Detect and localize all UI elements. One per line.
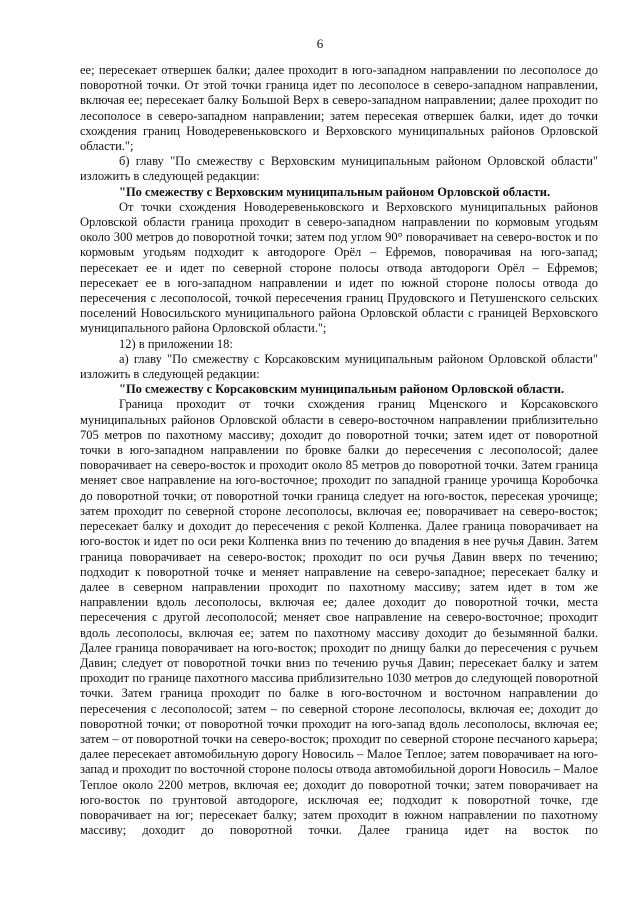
- paragraph: ее; пересекает отвершек балки; далее проходит в юго-западном направлении по лесополосе до поворотной точки. От этой точки граница идет по лесополосе в северо-западном направлении, включая ее; пересекает балку Большой Верх в северо-западном направлении; далее проходит по лесополосе в северо-западном направлении; затем пересекая отвершек балки, идет до точки схождения границ Новодеревеньковского и Верховского муниципальных районов Орловской области.";: [80, 63, 598, 154]
- page-number: 6: [316, 36, 324, 51]
- section-heading: "По смежеству с Корсаковским муниципальным районом Орловской области.: [119, 382, 565, 397]
- paragraph: а) главу "По смежеству с Корсаковским муниципальным районом Орловской области" изложить в следующей редакции:: [80, 351, 598, 382]
- paragraph: От точки схождения Новодеревеньковского и Верховского муниципальных районов Орловской области граница проходит в северо-западном направлении по кормовым угодьям около 300 метров до поворотной точки; затем под углом 90° поворачивает на северо-восток и по кормовым угодьям подходит к автодороге Орёл – Ефремов, поворачивая на юго-запад; пересекает ее и идет по северной стороне полосы отвода автодороги Орёл – Ефремов; пересекает ее в юго-западном направлении и идет по южной стороне полосы отвода до пересечения с лесополосой, точкой пересечения границ Прудовского и Петушенского сельских поселений Новосильского муниципального района Орловской области с границей Верховского муниципального района Орловской области.";: [80, 199, 598, 336]
- document-body: [80, 63, 598, 838]
- paragraph: Граница проходит от точки схождения границ Мценского и Корсаковского муниципальных районов Орловской области в северо-восточном направлении приблизительно 705 метров по пахотному массиву; доходит до поворотной точки; затем идет от поворотной точки в юго-западном направлении по бровке балки до пересечения с лесополосой; далее поворачивает на северо-восток и проходит около 85 метров до поворотной точки. Затем граница меняет свое направление на юго-восточное; проходит по западной границе урочища Коробочка до поворотной точки; от поворотной точки граница следует на юго-восток, пересекая урочище; затем проходит по северной стороне лесополосы, включая ее; поворачивает на северо-восток; пересекает балку и доходит до пересечения с рекой Колпенка. Далее граница поворачивает на юго-восток и идет по оси реки Колпенка вниз по течению до впадения в нее ручья Давин. Затем граница поворачивает на северо-восток; проходит по оси ручья Давин вверх по течению; подходит к поворотной точке и меняет направление на северо-западное; пересекает балку и далее в северном направлении проходит по пахотному массиву; затем идет в том же направлении вдоль лесополосы, включая ее; далее доходит до поворотной точки, места пересечения с другой лесополосой; меняет свое направление на северо-восточное; проходит вдоль лесополосы, включая ее; затем по пахотному массиву доходит до безымянной балки. Далее граница поворачивает на юго-восток; проходит по днищу балки до пересечения с ручьем Давин; следует от поворотной точки вниз по течению ручья Давин; пересекает балку и затем проходит по границе пахотного массива приблизительно 1030 метров до следующей поворотной точки. Затем граница проходит по балке в юго-восточном и восточном направлении до пересечения с лесополосой; затем – по северной стороне лесополосы, включая ее; доходит до поворотной точки; от поворотной точки проходит на юго-запад вдоль лесополосы, включая ее; затем – от поворотной точки на северо-восток; проходит по северной стороне песчаного карьера; далее пересекает автомобильную дорогу Новосиль – Малое Теплое; затем поворачивает на юго-запад и проходит по восточной стороне полосы отвода автомобильной дороги Новосиль – Малое Теплое около 2200 метров, включая ее; доходит до поворотной точки; затем поворачивает на юго-восток по грунтовой автодороге, исключая ее; подходит к поворотной точке, где поворачивает на юг; пересекает балку; затем проходит в южном направлении по пахотному массиву; доходит до поворотной точки. Далее граница идет на восток по: [80, 397, 598, 838]
- paragraph: 12) в приложении 18:: [119, 336, 233, 351]
- paragraph: б) главу "По смежеству с Верховским муниципальным районом Орловской области" изложить в следующей редакции:: [80, 154, 598, 184]
- section-heading: "По смежеству с Верховским муниципальным районом Орловской области.: [119, 184, 551, 199]
